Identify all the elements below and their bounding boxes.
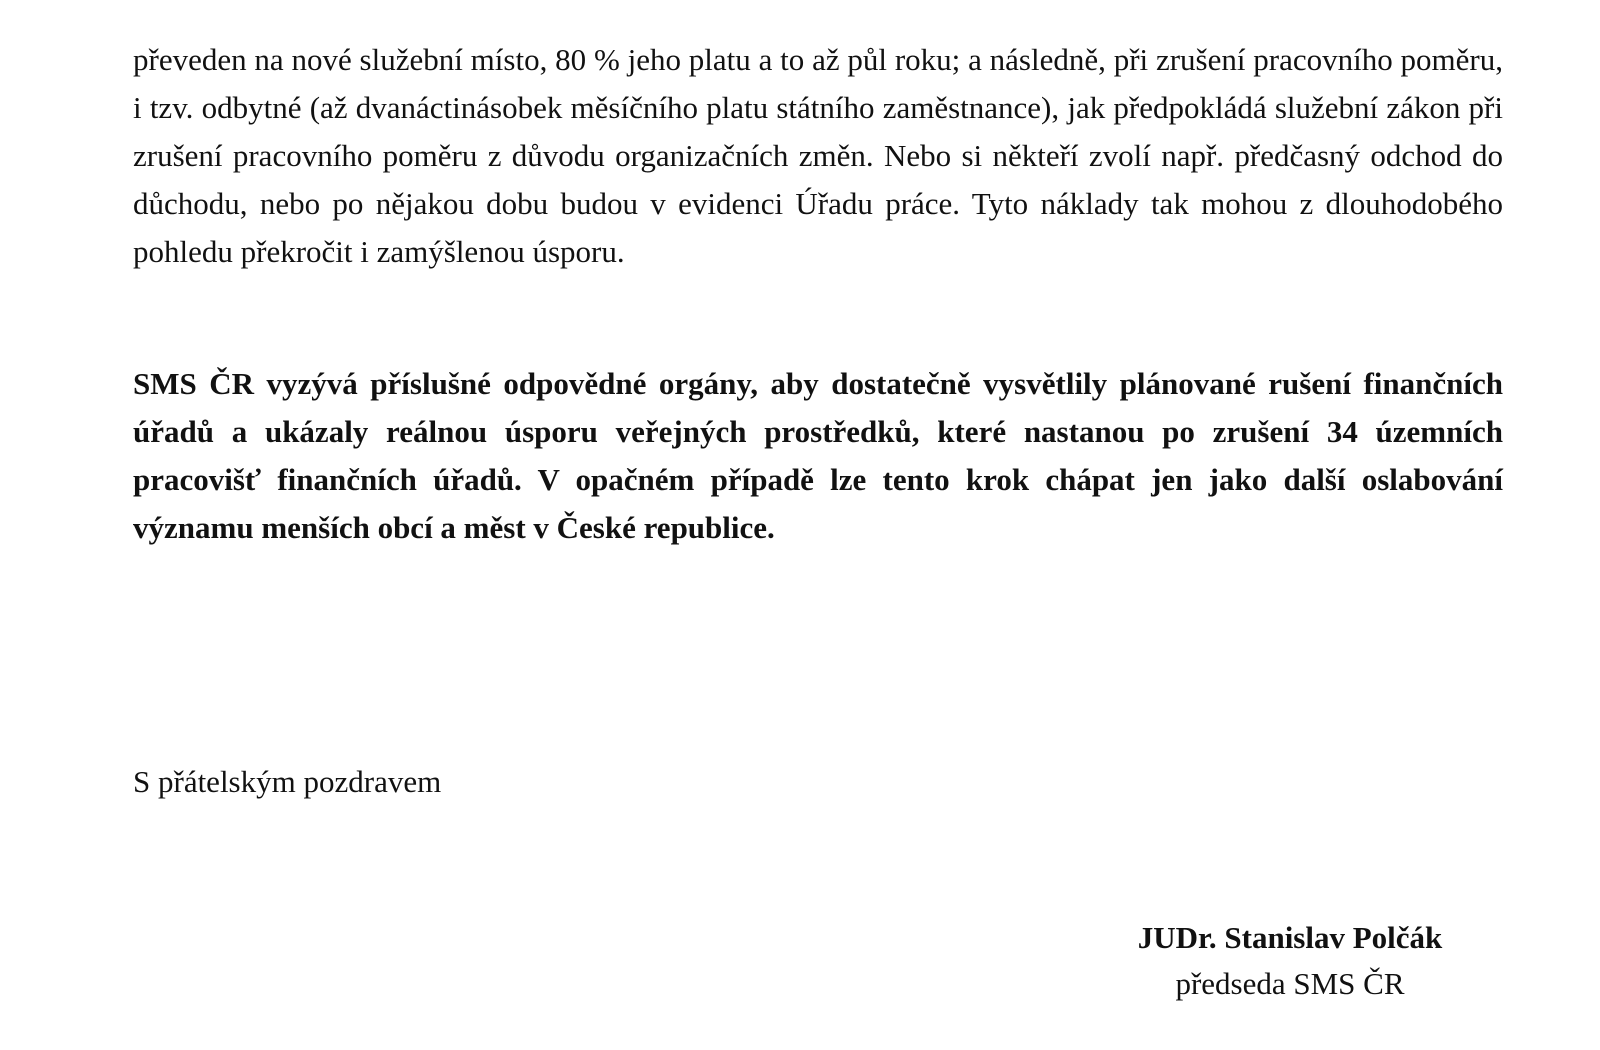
appeal-paragraph: SMS ČR vyzývá příslušné odpovědné orgány, aby dostatečně vysvětlily plánované rušení finančních úřadů a ukázaly reálnou úsporu veřejných prostředků, které nastanou po zrušení 34 územních pracovišť finančních úřadů. V opačném případě lze tento krok chápat jen jako další oslabování významu menších obcí a měst v České republice. (133, 366, 1503, 545)
signature-block (1030, 915, 1550, 1007)
body-paragraph: převeden na nové služební místo, 80 % jeho platu a to až půl roku; a následně, při zrušení pracovního poměru, i tzv. odbytné (až dvanáctinásobek měsíčního platu státního zaměstnance), jak předpokládá služební zákon při zrušení pracovního poměru z důvodu organizačních změn. Nebo si někteří zvolí např. předčasný odchod do důchodu, nebo po nějakou dobu budou v evidenci Úřadu práce. Tyto náklady tak mohou z dlouhodobého pohledu překročit i zamýšlenou úsporu. (133, 42, 1503, 269)
signatory-name: JUDr. Stanislav Polčák (1137, 920, 1443, 955)
signatory-role: předseda SMS ČR (1175, 966, 1405, 1001)
closing-salutation: S přátelským pozdravem (133, 764, 442, 799)
